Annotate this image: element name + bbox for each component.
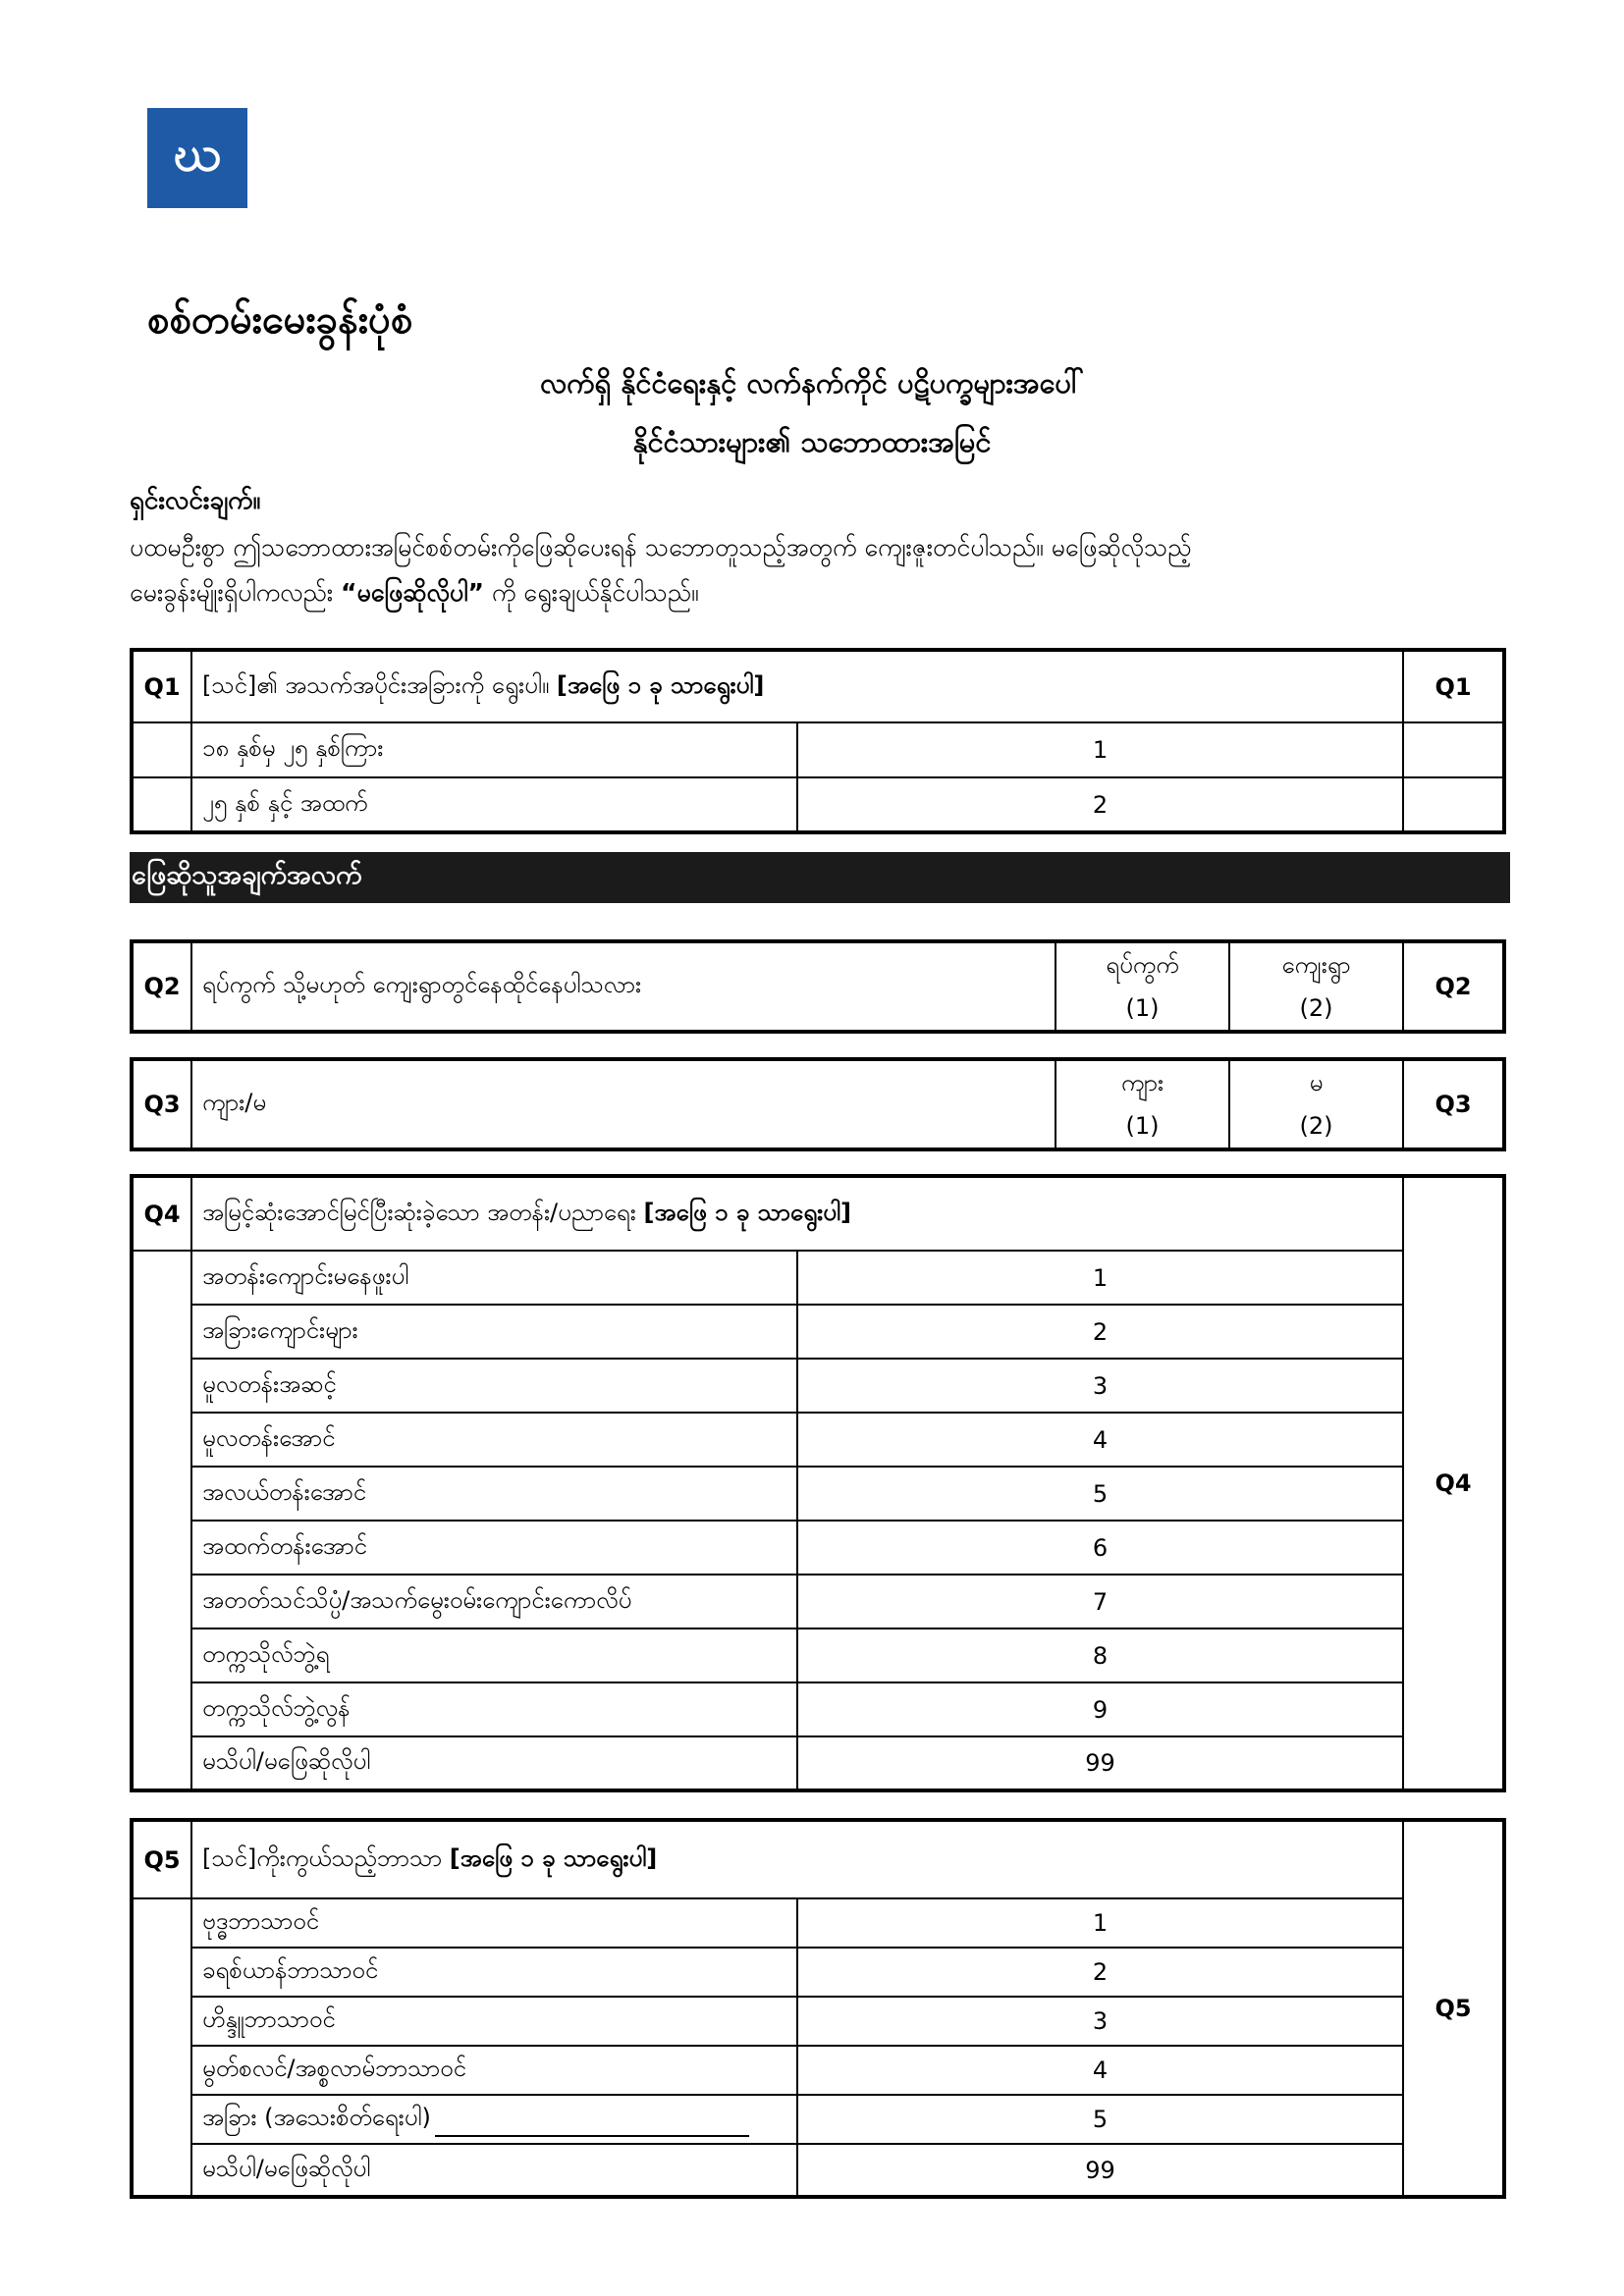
q4-option-row[interactable] xyxy=(132,1629,1504,1682)
section-bar-respondent-info xyxy=(130,852,1510,903)
q2-option-rural-label: ကျေးရွာ xyxy=(1281,951,1351,979)
q4-option-code[interactable]: 7 xyxy=(797,1575,1403,1629)
q4-option-row[interactable] xyxy=(132,1521,1504,1575)
q1-option-code[interactable]: 2 xyxy=(797,777,1403,832)
q1-option-row[interactable] xyxy=(132,777,1504,832)
q1-question-text: [သင်]၏ အသက်အပိုင်းအခြားကို ရွေးပါ။ xyxy=(202,670,550,699)
q4-number: Q4 xyxy=(132,1176,191,1251)
q2-number: Q2 xyxy=(132,941,191,1032)
q4-option-row[interactable] xyxy=(132,1251,1504,1305)
logo-letter: ဃ xyxy=(173,124,222,182)
q1-blank-cell xyxy=(132,777,191,832)
q3-option-female-code: (2) xyxy=(1299,1112,1333,1140)
q1-option-label[interactable]: ၁၈ နှစ်မှ ၂၅ နှစ်ကြား xyxy=(191,722,797,777)
q5-option-code[interactable]: 1 xyxy=(797,1898,1403,1948)
q4-option-label[interactable]: အထက်တန်းအောင် xyxy=(191,1521,797,1575)
q1-answer-cell[interactable] xyxy=(1403,777,1504,832)
q3-option-female-label: မ xyxy=(1309,1069,1324,1096)
q1-option-label[interactable]: ၂၅ နှစ် နှင့် အထက် xyxy=(191,777,797,832)
q4-option-label[interactable]: မူလတန်းအောင် xyxy=(191,1413,797,1467)
q5-option-other[interactable] xyxy=(191,2095,797,2144)
q5-table xyxy=(130,1818,1506,2199)
q3-number: Q3 xyxy=(132,1059,191,1149)
q4-option-row[interactable] xyxy=(132,1736,1504,1790)
q3-question: ကျား/မ xyxy=(191,1059,1056,1149)
q5-option-code[interactable]: 4 xyxy=(797,2046,1403,2095)
q1-blank-cell xyxy=(132,722,191,777)
q5-option-label[interactable]: ဗုဒ္ဓဘာသာဝင် xyxy=(191,1898,797,1948)
q5-option-code[interactable]: 2 xyxy=(797,1948,1403,1997)
q4-option-code[interactable]: 1 xyxy=(797,1251,1403,1305)
q4-question-text: အမြင့်ဆုံးအောင်မြင်ပြီးဆုံးခဲ့သော အတန်း/ပညာရေး xyxy=(202,1198,636,1226)
q2-option-urban-label: ရပ်ကွက် xyxy=(1106,951,1179,979)
q4-option-code[interactable]: 8 xyxy=(797,1629,1403,1682)
q1-answer-cell[interactable] xyxy=(1403,722,1504,777)
q3-option-female[interactable] xyxy=(1229,1059,1403,1149)
q4-option-row[interactable] xyxy=(132,1305,1504,1359)
q4-option-code[interactable]: 99 xyxy=(797,1736,1403,1790)
instructions-body xyxy=(130,525,1524,615)
q4-option-label[interactable]: တက္ကသိုလ်ဘွဲ့ရ xyxy=(191,1629,797,1682)
section-bar-label: ဖြေဆိုသူအချက်အလက် xyxy=(132,860,362,890)
q4-option-row[interactable] xyxy=(132,1359,1504,1413)
instructions-line-2 xyxy=(130,570,1524,615)
q5-option-row[interactable] xyxy=(132,1898,1504,1948)
q4-option-code[interactable]: 6 xyxy=(797,1521,1403,1575)
q2-option-urban-code: (1) xyxy=(1125,994,1160,1022)
q4-option-code[interactable]: 5 xyxy=(797,1467,1403,1521)
q4-option-label[interactable]: မသိပါ/မဖြေဆိုလိုပါ xyxy=(191,1736,797,1790)
q1-option-code[interactable]: 1 xyxy=(797,722,1403,777)
form-title: စစ်တမ်းမေးခွန်းပုံစံ xyxy=(147,297,413,343)
q4-table xyxy=(130,1174,1506,1792)
q5-option-code[interactable]: 3 xyxy=(797,1997,1403,2046)
q5-option-row[interactable] xyxy=(132,2144,1504,2197)
q5-option-row[interactable] xyxy=(132,2095,1504,2144)
q2-option-rural-code: (2) xyxy=(1299,994,1333,1022)
q5-option-label[interactable]: မွတ်စလင်/အစ္စလာမ်ဘာသာဝင် xyxy=(191,2046,797,2095)
q4-option-code[interactable]: 2 xyxy=(797,1305,1403,1359)
q4-option-row[interactable] xyxy=(132,1413,1504,1467)
q5-blank-cell xyxy=(132,1898,191,2197)
q5-option-code[interactable]: 5 xyxy=(797,2095,1403,2144)
q5-number: Q5 xyxy=(132,1820,191,1898)
q2-table xyxy=(130,939,1506,1034)
q5-option-label[interactable]: ဟိန္ဒူဘာသာဝင် xyxy=(191,1997,797,2046)
q4-option-code[interactable]: 9 xyxy=(797,1682,1403,1736)
q4-option-label[interactable]: အတတ်သင်သိပ္ပံ/အသက်မွေးဝမ်းကျောင်းကောလိပ် xyxy=(191,1575,797,1629)
q5-option-row[interactable] xyxy=(132,1948,1504,1997)
q3-option-male-code: (1) xyxy=(1125,1112,1160,1140)
q2-question: ရပ်ကွက် သို့မဟုတ် ကျေးရွာတွင်နေထိုင်နေပါသလား xyxy=(191,941,1056,1032)
q1-table xyxy=(130,648,1506,834)
q5-note: [အဖြေ ၁ ခု သာရွေးပါ] xyxy=(449,1843,658,1872)
q5-option-row[interactable] xyxy=(132,2046,1504,2095)
instructions-line-2-start: မေးခွန်းမျိုးရှိပါကလည်း xyxy=(130,578,342,607)
q1-number: Q1 xyxy=(132,650,191,722)
q1-question xyxy=(191,650,1403,722)
q5-option-code[interactable]: 99 xyxy=(797,2144,1403,2197)
q4-question xyxy=(191,1176,1403,1251)
q4-number-right: Q4 xyxy=(1403,1176,1504,1790)
q5-option-row[interactable] xyxy=(132,1997,1504,2046)
q4-option-label[interactable]: မူလတန်းအဆင့် xyxy=(191,1359,797,1413)
q4-option-row[interactable] xyxy=(132,1467,1504,1521)
subtitle-line-1: လက်ရှိ နိုင်ငံရေးနှင့် လက်နက်ကိုင် ပဋိပက္ခများအပေါ် xyxy=(540,366,1084,400)
q1-option-row[interactable] xyxy=(132,722,1504,777)
q4-option-label[interactable]: အလယ်တန်းအောင် xyxy=(191,1467,797,1521)
instructions-line-1: ပထမဦးစွာ ဤသဘောထားအမြင်စစ်တမ်းကိုဖြေဆိုပေးရန် သဘောတူသည့်အတွက် ကျေးဇူးတင်ပါသည်။ မဖြေဆိုလိုသည့် xyxy=(130,533,1192,561)
q3-option-male[interactable] xyxy=(1056,1059,1229,1149)
q4-note: [အဖြေ ၁ ခု သာရွေးပါ] xyxy=(643,1198,852,1226)
q2-option-urban[interactable] xyxy=(1056,941,1229,1032)
q2-option-rural[interactable] xyxy=(1229,941,1403,1032)
q5-option-label[interactable]: ခရစ်ယာန်ဘာသာဝင် xyxy=(191,1948,797,1997)
q4-option-label[interactable]: တက္ကသိုလ်ဘွဲ့လွန် xyxy=(191,1682,797,1736)
q4-option-code[interactable]: 4 xyxy=(797,1413,1403,1467)
q5-option-label: အခြား (အသေးစိတ်ရေးပါ) xyxy=(202,2104,431,2131)
q4-option-row[interactable] xyxy=(132,1682,1504,1736)
q5-other-write-in-line[interactable] xyxy=(435,2135,749,2137)
subtitle-line-2: နိုင်ငံသားများ၏ သဘောထားအမြင် xyxy=(632,425,992,458)
q5-option-label[interactable]: မသိပါ/မဖြေဆိုလိုပါ xyxy=(191,2144,797,2197)
q4-option-code[interactable]: 3 xyxy=(797,1359,1403,1413)
q2-number-right: Q2 xyxy=(1403,941,1504,1032)
instructions-line-2-end: ကို ရွေးချယ်နိုင်ပါသည်။ xyxy=(483,578,699,607)
q4-option-label[interactable]: အခြားကျောင်းများ xyxy=(191,1305,797,1359)
q4-option-row[interactable] xyxy=(132,1575,1504,1629)
q3-table xyxy=(130,1057,1506,1151)
q3-number-right: Q3 xyxy=(1403,1059,1504,1149)
q5-number-right: Q5 xyxy=(1403,1820,1504,2197)
instructions-heading: ရှင်းလင်းချက်။ xyxy=(130,486,261,515)
q3-option-male-label: ကျား xyxy=(1120,1069,1164,1096)
logo xyxy=(147,108,247,208)
instructions-dont-answer-option: “မဖြေဆိုလိုပါ” xyxy=(341,578,484,607)
q4-blank-cell xyxy=(132,1251,191,1790)
q1-number-right: Q1 xyxy=(1403,650,1504,722)
q4-option-label[interactable]: အတန်းကျောင်းမနေဖူးပါ xyxy=(191,1251,797,1305)
q5-question xyxy=(191,1820,1403,1898)
q1-note: [အဖြေ ၁ ခု သာရွေးပါ] xyxy=(556,670,765,699)
q5-question-text: [သင်]ကိုးကွယ်သည့်ဘာသာ xyxy=(202,1843,443,1872)
